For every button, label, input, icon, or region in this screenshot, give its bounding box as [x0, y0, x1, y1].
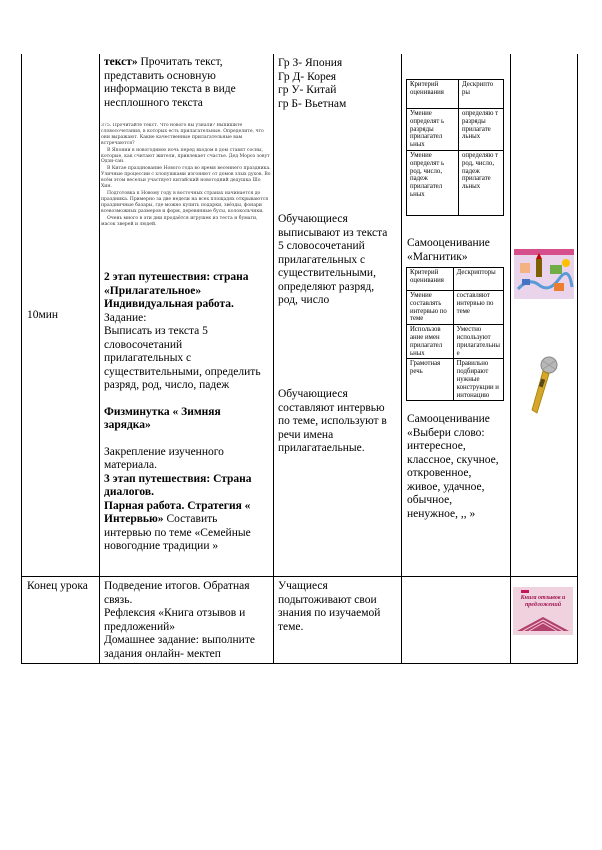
- stage2-line-1: 2 этап путешествия: страна: [104, 271, 249, 283]
- scan-paragraph-2: В Японии в новогоднюю ночь перед входом в дом ставят сосны, которые, как считают жители, привлекает счастье. Дед Мороз зовут Одзи-сан.: [101, 147, 270, 165]
- criteria-1-r1-c1: Умение определят ь разряды прилагател ьных: [407, 109, 459, 151]
- self-assessment-2-line-7: обычное,: [407, 494, 453, 506]
- student-activity-1-line-7: род, число: [278, 294, 330, 306]
- scan-paragraph-1: 375. Прочитайте текст. Что нового вы узнали? Выпишите словосочетания, в которых есть прилагательные. Определите, что они выражают. Какие качественные прилагательные вам встречаются?: [101, 123, 264, 146]
- student-activity-1-line-2: выписывают из текста: [278, 226, 388, 239]
- microphone-icon: [528, 355, 560, 417]
- self-assessment-2-line-3: интересное,: [407, 440, 466, 452]
- consolidation-line-2: материала.: [104, 459, 157, 471]
- student-activity-1-line-1: Обучающиеся: [278, 213, 348, 225]
- row2-teacher-line-6: задания онлайн- мектеп: [104, 647, 221, 660]
- task-intro-bold: текст»: [104, 56, 138, 68]
- scan-paragraph-3: В Китае празднование Нового года во время весеннего праздника. Уличные процессии с хлопушками изгоняют от домов злых духов. Во всём этом весельи участвует китайский новогодний дедушка Шо Хин.: [101, 166, 271, 190]
- consolidation-line-1: Закрепление изученного: [104, 445, 224, 458]
- task-label: Задание:: [104, 311, 147, 324]
- self-assessment-2-line-8: ненужное, ,, »: [407, 507, 476, 520]
- row-divider: [21, 576, 577, 577]
- pair-work-rest-2: новогодние традиции »: [104, 540, 219, 552]
- criteria-2-r1-c1: Умение составлять интервью по теме: [407, 291, 454, 325]
- criteria-table-2: [406, 267, 504, 401]
- row2-teacher-line-4: предложений»: [104, 620, 176, 633]
- criteria-table-1: [406, 79, 504, 216]
- teacher-column: [104, 56, 272, 110]
- criteria-1-header-1: Критерий оценивания: [407, 80, 459, 109]
- self-assessment-2-line-5: откровенное,: [407, 467, 472, 479]
- stage2-line-3: Индивидуальная работа.: [104, 298, 234, 310]
- student-activity-2-line-1: Обучающиеся: [278, 388, 348, 400]
- self-assessment-2-line-2: «Выбери слово:: [407, 426, 485, 439]
- group-3: гр У- Китай: [278, 84, 337, 96]
- table-border-right: [577, 54, 578, 664]
- self-assessment-1: [407, 237, 509, 264]
- student-activity-1: [278, 213, 400, 308]
- row2-students-line-2: подытоживают свои: [278, 593, 377, 606]
- task-text-1: Выписать из текста 5: [104, 325, 208, 337]
- criteria-2-r2-c1: Использов ание имен прилагател ьных: [407, 325, 454, 359]
- row2-teacher: [104, 580, 272, 661]
- table-border-left: [21, 54, 22, 664]
- criteria-2-header-1: Критерий оценивания: [407, 268, 454, 291]
- row2-students-line-1: Учащиеся: [278, 580, 328, 592]
- pair-work-line-1: Парная работа. Стратегия «: [104, 499, 251, 512]
- criteria-2-r3-c1: Грамотная речь: [407, 359, 454, 401]
- self-assessment-1-line-1: Самооценивание: [407, 237, 490, 249]
- student-activity-2-line-5: прилагатаельные.: [278, 442, 365, 454]
- student-activity-2-line-4: речи имена: [278, 428, 334, 441]
- pair-work-rest-1: интервью по теме «Семейные: [104, 526, 251, 539]
- criteria-1-r1-c2: определяю т разряды прилагате льных: [459, 109, 504, 151]
- column-divider-1: [99, 54, 100, 664]
- task-intro-line-4: несплошного текста: [104, 96, 203, 109]
- group-4: гр Б- Вьетнам: [278, 97, 347, 110]
- textbook-scan: [101, 123, 271, 231]
- criteria-2-r1-c2: составляют интервью по теме: [453, 291, 503, 325]
- group-2: Гр Д- Корея: [278, 70, 337, 83]
- task-text-5: разряд, род, число, падеж: [104, 379, 230, 391]
- self-assessment-2-line-6: живое, удачное,: [407, 480, 485, 493]
- travel-map-image: [514, 249, 574, 299]
- self-assessment-1-line-2: «Магнитик»: [407, 250, 468, 263]
- stage3-line-1: 3 этап путешествия: Страна: [104, 472, 252, 485]
- task-text-3: прилагательных с: [104, 352, 192, 364]
- criteria-1-header-2: Дескрипто ры: [459, 80, 504, 109]
- criteria-2-r2-c2: Уместно используют прилагательны е: [453, 325, 503, 359]
- scan-paragraph-4: Подготовка к Новому году в восточных странах начинается до праздника. Примерно за две недели на всех площадях открываются праздничные базары, где можно купить подарки, звёзды, фонари всевозможных размеров и форм, деревянные бусы, колокольчики.: [101, 190, 269, 214]
- task-text-4: существительными, определить: [104, 365, 261, 378]
- table-border-bottom: [21, 663, 577, 664]
- group-1: Гр З- Япония: [278, 57, 343, 69]
- stage2-line-2: «Прилагательное»: [104, 284, 202, 297]
- student-activity-2-line-3: по теме, используют в: [278, 415, 387, 427]
- column-divider-4: [510, 54, 511, 664]
- self-assessment-2: [407, 413, 509, 521]
- task-text-2: словосочетаний: [104, 338, 183, 351]
- task-intro: [104, 56, 272, 110]
- row2-students-line-4: теме.: [278, 620, 304, 633]
- student-activity-1-line-5: существительными,: [278, 267, 376, 279]
- row2-students-line-3: знания по изучаемой: [278, 607, 381, 619]
- criteria-1-r2-c2: определяю т род, число, падеж прилагате льных: [459, 150, 504, 215]
- time-cell: 10мин: [27, 309, 59, 321]
- criteria-2-r3-c2: Правильно подбирают нужные конструкции и интонацию: [453, 359, 503, 401]
- self-assessment-2-line-4: классное, скучное,: [407, 453, 499, 466]
- row2-students: [278, 580, 400, 634]
- pair-work-line-2: Интервью»: [104, 513, 164, 525]
- student-activity-1-line-6: определяют разряд,: [278, 280, 375, 293]
- task-intro-line-3: информацию текста в виде: [104, 83, 236, 95]
- pair-work-tail: Составить: [163, 513, 218, 525]
- self-assessment-2-line-1: Самооценивание: [407, 413, 490, 425]
- task-intro-line-2: представить основную: [104, 69, 216, 82]
- scan-paragraph-5: Очень много в эти дни продаётся игрушек из теста и бумаги, масок зверей и людей.: [101, 215, 258, 227]
- fizminutka-line-1: Физминутка « Зимняя: [104, 405, 221, 418]
- row2-teacher-line-3: Рефлексия «Книга отзывов и: [104, 607, 246, 619]
- fizminutka-line-2: зарядка»: [104, 419, 151, 431]
- task-intro-line-1: Прочитать текст,: [137, 56, 223, 68]
- row2-teacher-line-1: Подведение итогов. Обратная: [104, 580, 250, 592]
- row2-teacher-line-2: связь.: [104, 593, 133, 606]
- feedback-book-image: [513, 587, 573, 635]
- student-activity-1-line-3: 5 словосочетаний: [278, 240, 365, 252]
- groups-list: [278, 57, 400, 111]
- stage3-line-2: диалогов.: [104, 486, 154, 498]
- criteria-2-header-2: Дескрипторы: [453, 268, 503, 291]
- column-divider-2: [273, 54, 274, 664]
- feedback-book-title: Книга отзывов и предложений: [520, 595, 566, 608]
- criteria-1-r2-c1: Умение определят ь род, число, падеж прилагател ьных: [407, 150, 459, 215]
- student-activity-2: [278, 388, 400, 456]
- column-divider-3: [401, 54, 402, 664]
- student-activity-1-line-4: прилагательных с: [278, 253, 366, 266]
- student-activity-2-line-2: составляют интервью: [278, 401, 385, 414]
- row2-teacher-line-5: Домашнее задание: выполните: [104, 634, 255, 646]
- end-of-lesson-cell: Конец урока: [27, 580, 88, 592]
- teacher-column-continued: [104, 271, 272, 554]
